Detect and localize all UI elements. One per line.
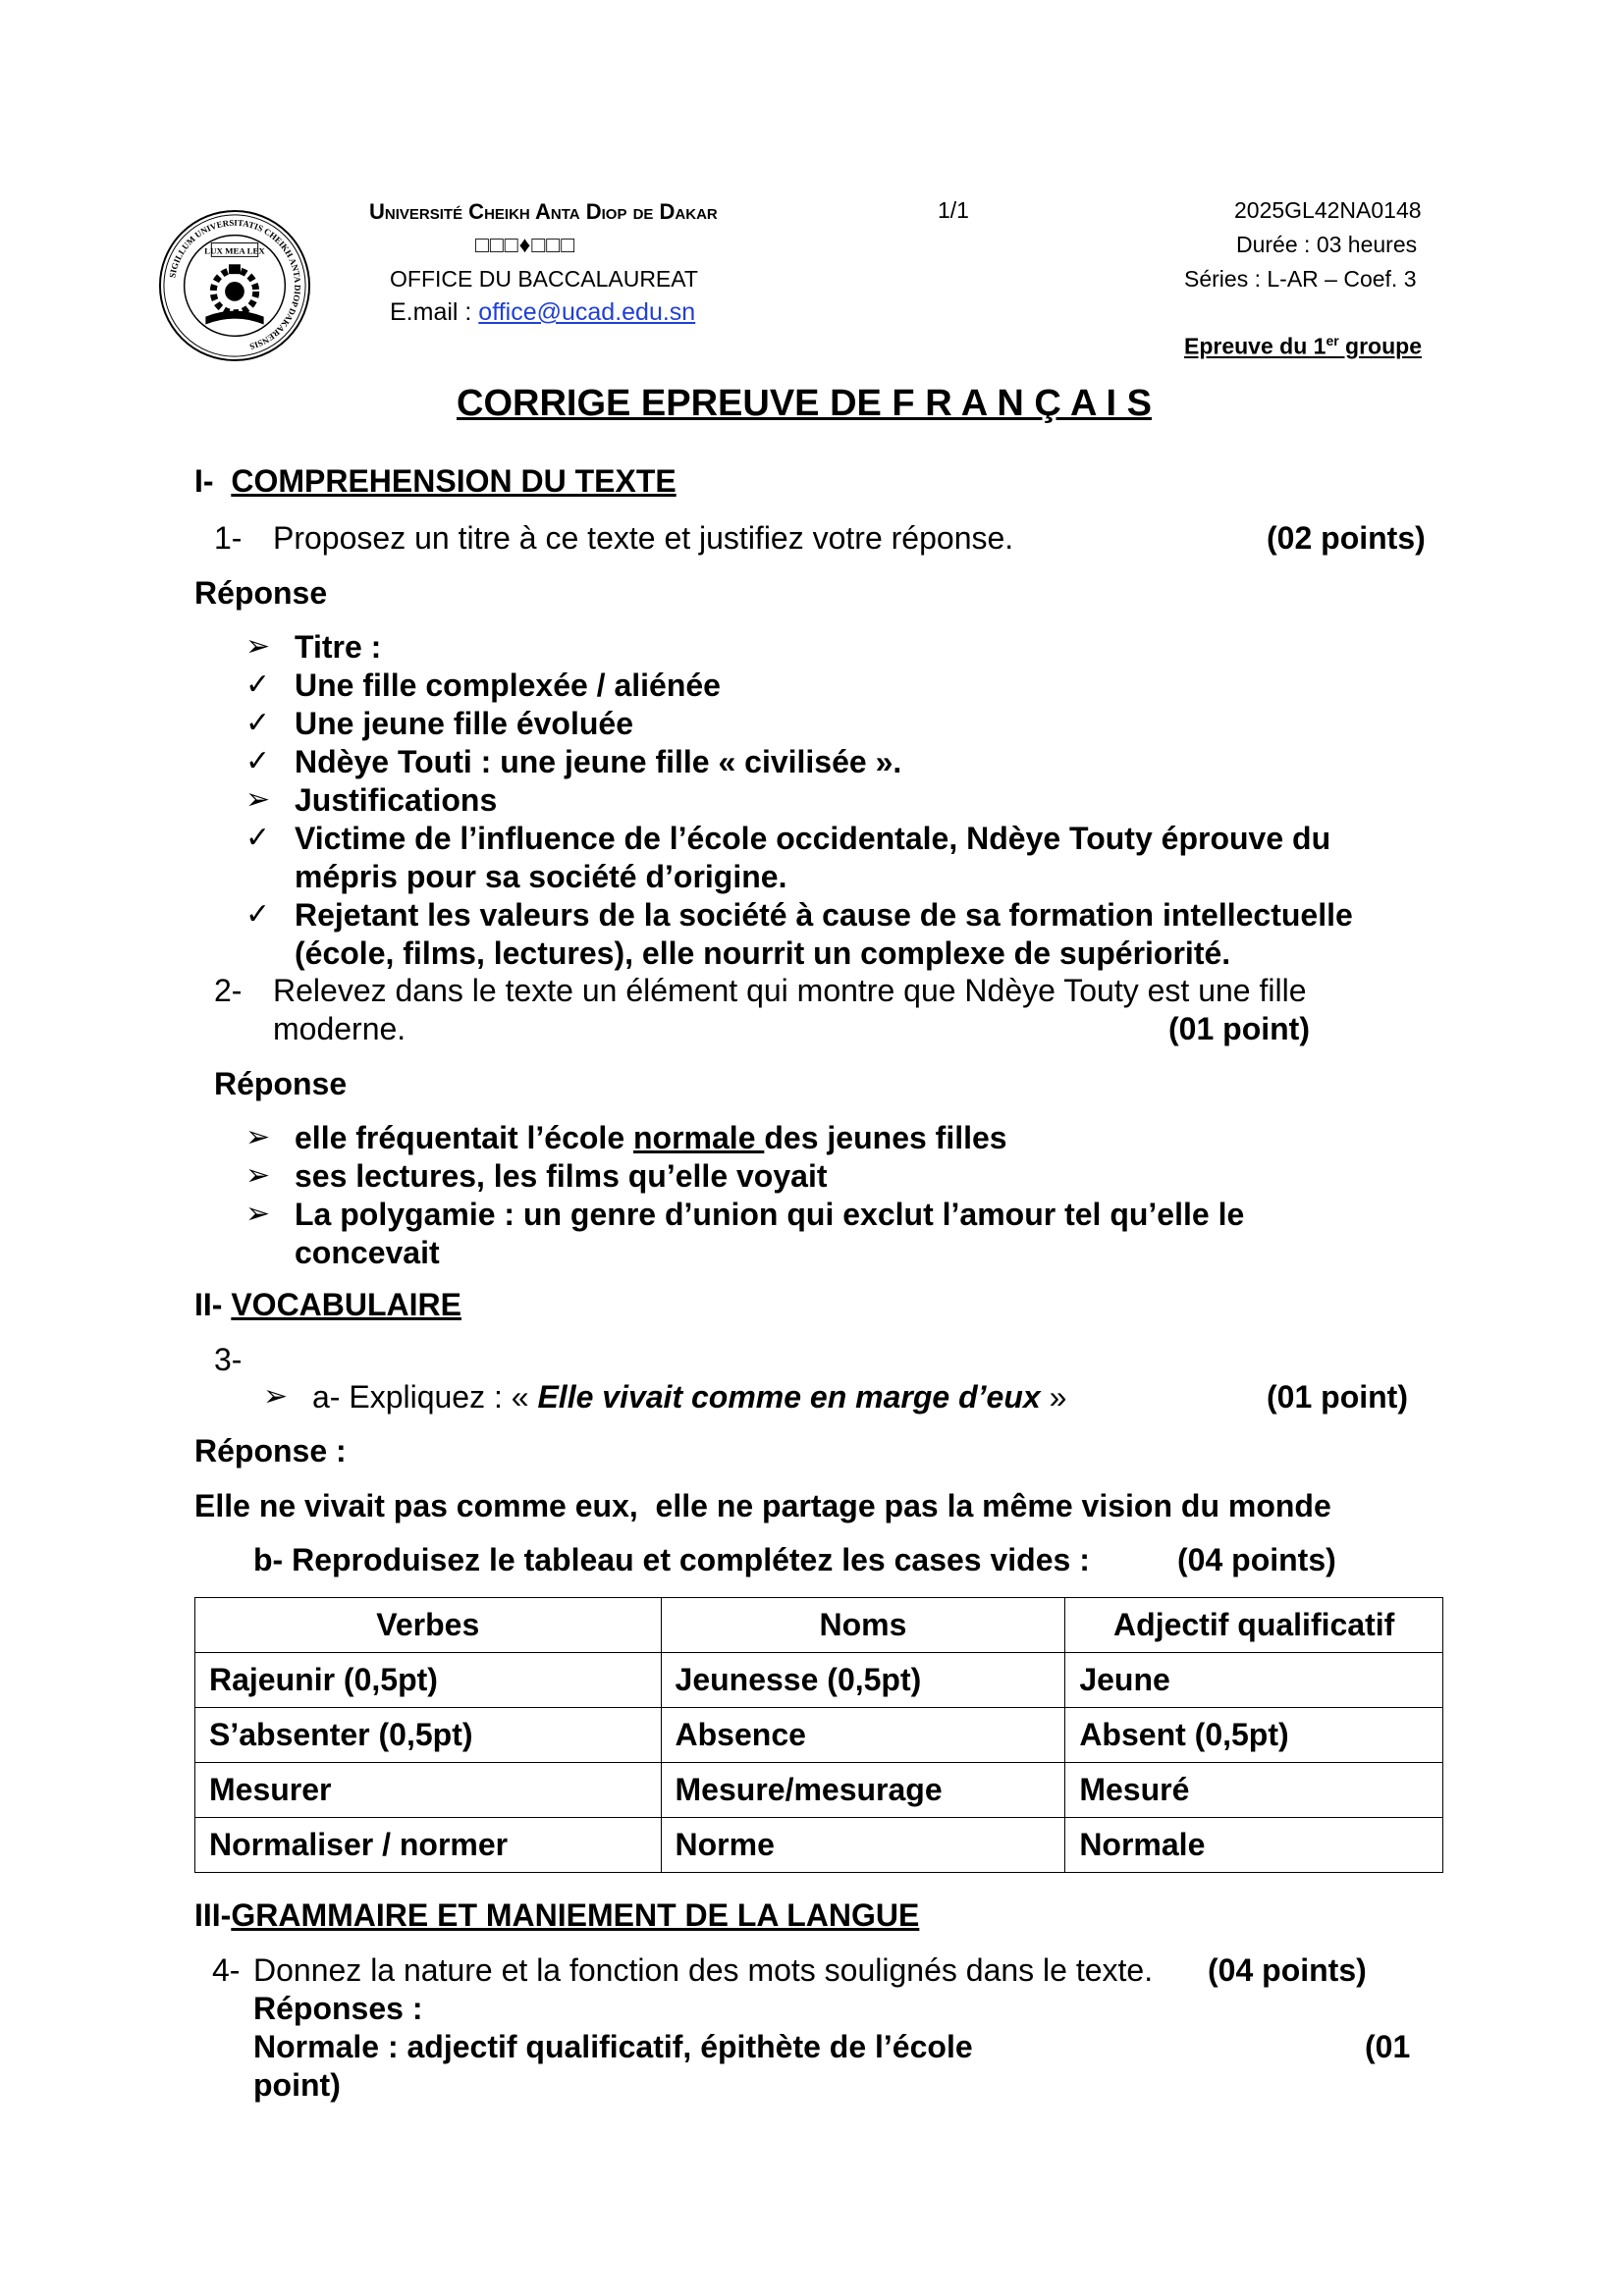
table-cell: S’absenter (0,5pt) <box>195 1708 662 1763</box>
arrow-bullet-icon: ➢ <box>245 630 271 663</box>
q1-number: 1- <box>214 520 243 556</box>
page-number: 1/1 <box>938 197 969 223</box>
list-item: Titre : <box>295 629 382 665</box>
list-item: ses lectures, les films qu’elle voyait <box>295 1158 828 1194</box>
q3-number: 3- <box>214 1342 243 1377</box>
svg-text:SIGILLUM UNIVERSITATIS CHEIKH: SIGILLUM UNIVERSITATIS CHEIKH ANTA DIOP DAKARENSIS <box>167 217 303 352</box>
column-header: Noms <box>661 1598 1065 1653</box>
q4-answer-label: Réponses : <box>253 1991 423 2026</box>
q3a-text: a- Expliquez : « Elle vivait comme en marge d’eux » <box>312 1379 1067 1415</box>
q4-points: (04 points) <box>1208 1952 1367 1988</box>
list-item: La polygamie : un genre d’union qui exclut l’amour tel qu’elle le <box>295 1197 1245 1232</box>
check-bullet-icon: ✓ <box>245 668 271 701</box>
table-cell: Absence <box>661 1708 1065 1763</box>
check-bullet-icon: ✓ <box>245 707 271 739</box>
list-item: Justifications <box>295 782 498 818</box>
table-cell: Mesure/mesurage <box>661 1763 1065 1818</box>
section3-title: GRAMMAIRE ET MANIEMENT DE LA LANGUE <box>231 1897 920 1933</box>
list-item: Une fille complexée / aliénée <box>295 667 721 703</box>
table-cell: Jeunesse (0,5pt) <box>661 1653 1065 1708</box>
email-link[interactable]: office@ucad.edu.sn <box>478 298 696 326</box>
exam-series: Séries : L-AR – Coef. 3 <box>1184 266 1417 292</box>
table-row <box>195 1818 1443 1873</box>
column-header: Verbes <box>195 1598 662 1653</box>
list-item: Victime de l’influence de l’école occidentale, Ndèye Touty éprouve du <box>295 821 1331 856</box>
q3a-points: (01 point) <box>1267 1379 1408 1415</box>
q1-text: Proposez un titre à ce texte et justifiez votre réponse. <box>273 520 1014 556</box>
check-bullet-icon: ✓ <box>245 745 271 777</box>
q4-answer-line1: Normale : adjectif qualificatif, épithète de l’école <box>253 2029 973 2064</box>
list-item: Ndèye Touti : une jeune fille « civilisée ». <box>295 744 902 779</box>
arrow-bullet-icon: ➢ <box>245 1198 271 1230</box>
table-cell: Mesurer <box>195 1763 662 1818</box>
page-title: CORRIGE EPREUVE DE F R A N Ç A I S <box>457 383 1153 424</box>
table-cell: Normaliser / normer <box>195 1818 662 1873</box>
section1-title: COMPREHENSION DU TEXTE <box>231 463 677 499</box>
q1-answer-label: Réponse <box>194 575 328 611</box>
section3-heading <box>194 1896 919 1934</box>
q4-number: 4- <box>212 1952 241 1988</box>
q3b-text: b- Reproduisez le tableau et complétez les cases vides : <box>253 1542 1090 1577</box>
arrow-bullet-icon: ➢ <box>245 1159 271 1192</box>
q4-answer-points: (01 <box>1365 2029 1411 2064</box>
arrow-bullet-icon: ➢ <box>263 1380 289 1413</box>
q3a-answer-label: Réponse : <box>194 1433 347 1468</box>
q3b-points: (04 points) <box>1177 1542 1336 1577</box>
section2-title: VOCABULAIRE <box>231 1287 461 1322</box>
exam-group: Epreuve du 1er groupe <box>1184 333 1423 359</box>
table-cell: Absent (0,5pt) <box>1065 1708 1443 1763</box>
table-row <box>195 1708 1443 1763</box>
underlined-word: normale <box>633 1120 765 1155</box>
q2-points: (01 point) <box>1168 1011 1310 1046</box>
email-label: E.mail : <box>390 298 479 326</box>
list-item-continuation: concevait <box>295 1235 440 1270</box>
exam-duration: Durée : 03 heures <box>1236 232 1418 257</box>
q4-text: Donnez la nature et la fonction des mots soulignés dans le texte. <box>253 1952 1154 1988</box>
section2-prefix: II- <box>194 1287 223 1322</box>
q2-text-line2: moderne. <box>273 1011 406 1046</box>
email-line <box>390 298 695 327</box>
q3a-answer-text: Elle ne vivait pas comme eux, elle ne partage pas la même vision du monde <box>194 1488 1331 1523</box>
table-cell: Jeune <box>1065 1653 1443 1708</box>
table-cell: Norme <box>661 1818 1065 1873</box>
table-header-row <box>195 1598 1443 1653</box>
list-item-continuation: (école, films, lectures), elle nourrit un complexe de supériorité. <box>295 935 1231 971</box>
header-ornament: □□□♦□□□ <box>475 232 576 257</box>
arrow-bullet-icon: ➢ <box>245 1121 271 1153</box>
office-name: OFFICE DU BACCALAUREAT <box>390 266 698 292</box>
vocabulary-table <box>194 1597 1443 1873</box>
q2-answer-label: Réponse <box>214 1066 348 1101</box>
check-bullet-icon: ✓ <box>245 898 271 931</box>
university-seal-logo <box>157 208 312 363</box>
list-item: Une jeune fille évoluée <box>295 706 633 741</box>
table-cell: Rajeunir (0,5pt) <box>195 1653 662 1708</box>
q3a-quote: Elle vivait comme en marge d’eux <box>537 1379 1041 1415</box>
table-cell: Normale <box>1065 1818 1443 1873</box>
q2-number: 2- <box>214 973 243 1008</box>
table-row <box>195 1653 1443 1708</box>
university-name: Université Cheikh Anta Diop de Dakar <box>369 199 718 224</box>
q1-points: (02 points) <box>1267 520 1426 556</box>
list-item: elle fréquentait l’école normale des jeunes filles <box>295 1120 1007 1155</box>
check-bullet-icon: ✓ <box>245 822 271 854</box>
table-row <box>195 1763 1443 1818</box>
q2-text-line1: Relevez dans le texte un élément qui montre que Ndèye Touty est une fille <box>273 973 1307 1008</box>
section1-prefix: I- <box>194 463 214 499</box>
list-item-continuation: mépris pour sa société d’origine. <box>295 859 787 894</box>
list-item: Rejetant les valeurs de la société à cause de sa formation intellectuelle <box>295 897 1353 933</box>
q4-answer-line2: point) <box>253 2067 341 2103</box>
section2-heading <box>194 1286 461 1323</box>
exam-code: 2025GL42NA0148 <box>1234 197 1422 223</box>
section1-heading <box>194 462 677 500</box>
section3-prefix: III- <box>194 1897 232 1933</box>
column-header: Adjectif qualificatif <box>1065 1598 1443 1653</box>
svg-text:LUX MEA LEX: LUX MEA LEX <box>204 245 265 256</box>
table-cell: Mesuré <box>1065 1763 1443 1818</box>
arrow-bullet-icon: ➢ <box>245 783 271 816</box>
